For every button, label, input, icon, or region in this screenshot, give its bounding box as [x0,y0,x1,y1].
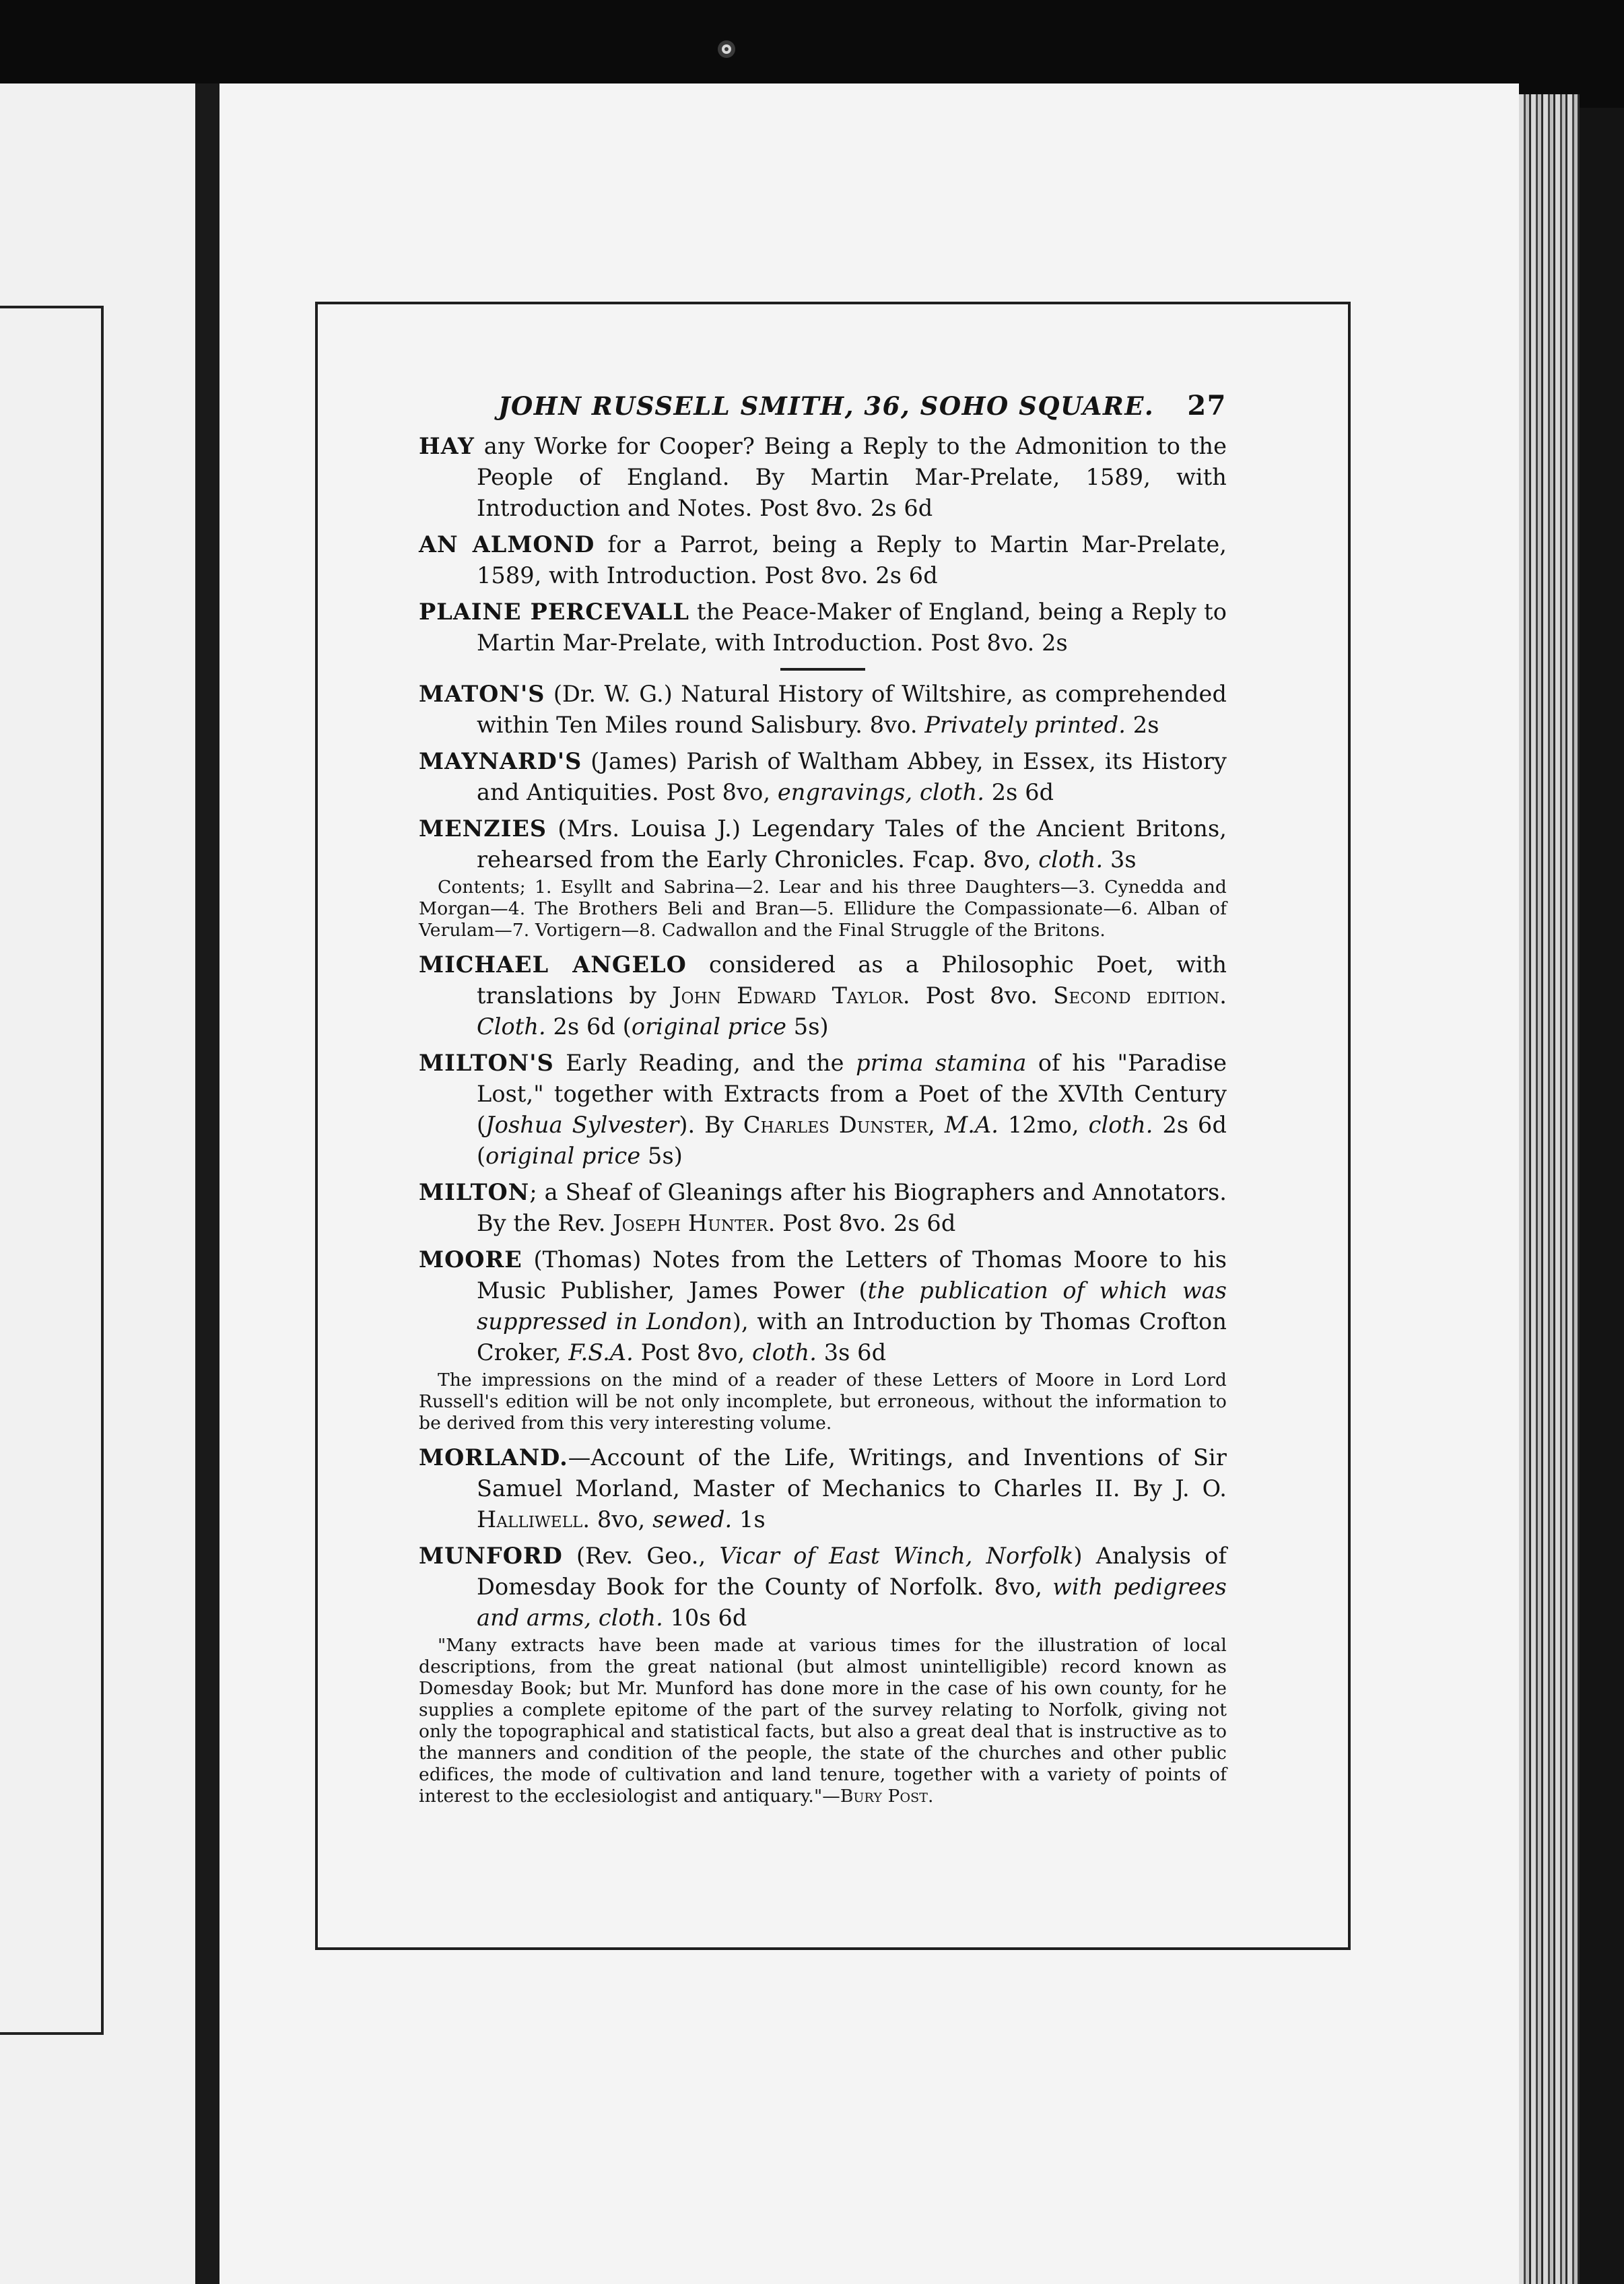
catalogue-entry [419,1442,1227,1535]
left-page [0,83,195,2284]
entry-name: MILTON [419,1179,530,1205]
entry-italic: M.A. [944,1112,999,1138]
catalogue-entry [419,1177,1227,1239]
entry-italic: engravings, cloth. [777,779,984,805]
entry-italic: with pedigrees and arms, cloth. [477,1574,1227,1631]
entry-name: MUNFORD [419,1543,563,1569]
entry-italic: original price [631,1013,787,1040]
entry-italic: prima stamina [856,1050,1027,1076]
catalogue-page [419,391,1227,1815]
entry-italic: cloth. [752,1339,817,1366]
entry-italic: Joshua Sylvester [485,1112,679,1138]
entry-name: MICHAEL ANGELO [419,951,687,978]
library-stamp-icon [715,38,738,61]
entry-text: ), with an Introduction by Thomas Crofton Croker, [477,1308,1227,1366]
entry-text: (Rev. Geo., [562,1543,720,1569]
entry-italic: cloth. [1088,1112,1153,1138]
review-quote: "Many extracts have been made at various times for the illustration of local descriptions, from the great national (but almost unintelligible) record known as Domesday Book; but Mr. Munford has done more in the case of his own county, for he supplies a complete epitome of the part of the survey relating to Norfolk, giving not only the topographical and statistical facts, but also a great deal that is instructive as to the manners and condition of the people, the state of the churches and other public edifices, the mode of cultivation and land tenure, together with a variety of points of interest to the ecclesiologist and antiquary."— [419,1635,1227,1807]
running-header-title: JOHN RUSSELL SMITH, 36, SOHO SQUARE. [498,391,1155,421]
entry-price: 1s [732,1506,766,1533]
left-page-border [0,306,104,2035]
entry-text: Post 8vo, [633,1339,753,1366]
entry-italic: cloth. [1038,846,1104,873]
entry-price: 5s) [786,1013,829,1040]
entry-text: (James) Parish of Waltham Abbey, in Essex, its History and Antiquities. Post 8vo, [477,748,1227,805]
entry-text: ; a Sheaf of Gleanings after his Biographers and Annotators. By the Rev. [477,1179,1227,1236]
catalogue-entry [419,597,1227,659]
entry-price: 2s 6d ( [545,1013,632,1040]
entry-name: PLAINE PERCEVALL [419,599,689,625]
entry-italic: sewed. [652,1506,733,1533]
entry-text: Post 8vo. [910,982,1054,1009]
catalogue-entry [419,679,1227,741]
catalogue-entry [419,1048,1227,1172]
entry-text: —Account of the Life, Writings, and Inventions of Sir Samuel Morland, Master of Mechanics to Charles II. By J. O. [477,1444,1227,1502]
review-source: Bury Post. [840,1786,934,1807]
entry-italic: original price [485,1143,641,1169]
entry-price: 10s 6d [663,1605,747,1631]
entry-text: (Mrs. Louisa J.) Legendary Tales of the Ancient Britons, rehearsed from the Early Chronicles. Fcap. 8vo, [477,815,1227,873]
catalogue-entry [419,529,1227,591]
entry-text: Early Reading, and the [553,1050,856,1076]
entry-text: of his "Paradise Lost," together with Extracts from a Poet of the XVIth Century ( [477,1050,1227,1138]
entry-note [419,1635,1227,1807]
entry-author: Joseph Hunter. [613,1210,776,1236]
entry-text: ). By [679,1112,743,1138]
page-number: 27 [1187,390,1227,422]
catalogue-entry [419,1541,1227,1634]
catalogue-entry [419,431,1227,524]
catalogue-entry [419,746,1227,808]
entry-edition: Second edition. [1053,982,1227,1009]
book-gutter [195,83,219,2284]
entry-name: MOORE [419,1246,522,1273]
entry-text: (Dr. W. G.) Natural History of Wiltshire, as comprehended within Ten Miles round Salisbury. 8vo. [477,681,1227,738]
entry-text: considered as a Philosophic Poet, with translations by [477,951,1227,1009]
entry-name: MILTON'S [419,1050,554,1076]
entry-price: 3s 6d [816,1339,887,1366]
entry-italic: F.S.A. [568,1339,634,1366]
entry-text: the Peace-Maker of England, being a Reply to Martin Mar-Prelate, with Introduction. Post 8vo. 2s [477,599,1227,656]
entry-price: 2s [1126,712,1159,738]
entry-italic: the publication of which was suppressed in London [477,1277,1227,1335]
running-header [419,391,1227,422]
entry-italic: Privately printed. [924,712,1126,738]
entry-note: The impressions on the mind of a reader of these Letters of Moore in Lord Lord Russell's edition will be not only incomplete, but erroneous, without the information to be derived from this very interesting volume. [419,1370,1227,1434]
page-edges [1519,94,1580,2284]
entry-text: 12mo, [999,1112,1089,1138]
entry-name: HAY [419,433,475,459]
catalogue-entry [419,949,1227,1042]
entry-name: MATON'S [419,681,545,707]
entry-author: Charles Dunster, [743,1112,935,1138]
entry-price: 3s [1103,846,1137,873]
scan-background [1580,108,1624,2284]
entry-text: ) Analysis of Domesday Book for the County of Norfolk. 8vo, [477,1543,1227,1600]
entry-note: Contents; 1. Esyllt and Sabrina—2. Lear and his three Daughters—3. Cynedda and Morgan—4. The Brothers Beli and Bran—5. Ellidure the Compassionate—6. Alban of Verulam—7. Vortigern—8. Cadwallon and the Final Struggle of the Britons. [419,877,1227,941]
entry-author: Halliwell. [477,1506,590,1533]
entry-price: 2s 6d [984,779,1054,805]
entry-name: MAYNARD'S [419,748,582,774]
entry-name: AN ALMOND [419,531,595,558]
entry-price: Post 8vo. 2s 6d [775,1210,956,1236]
entry-price: 2s 6d ( [477,1112,1227,1169]
entry-italic: Cloth. [477,1013,546,1040]
entry-price: 5s) [640,1143,683,1169]
catalogue-entry [419,813,1227,875]
entry-name: MORLAND. [419,1444,568,1471]
entry-text: any Worke for Cooper? Being a Reply to the Admonition to the People of England. By Martin Mar-Prelate, 1589, with Introduction and Notes. Post 8vo. 2s 6d [474,433,1227,521]
entry-author: John Edward Taylor. [672,982,910,1009]
entry-italic: Vicar of East Winch, Norfolk [719,1543,1074,1569]
section-divider [780,668,865,671]
entry-text: 8vo, [590,1506,653,1533]
entry-text: for a Parrot, being a Reply to Martin Mar-Prelate, 1589, with Introduction. Post 8vo. 2s 6d [477,531,1227,589]
entry-name: MENZIES [419,815,547,842]
entry-text: (Thomas) Notes from the Letters of Thomas Moore to his Music Publisher, James Power ( [477,1246,1227,1304]
catalogue-entry [419,1244,1227,1368]
